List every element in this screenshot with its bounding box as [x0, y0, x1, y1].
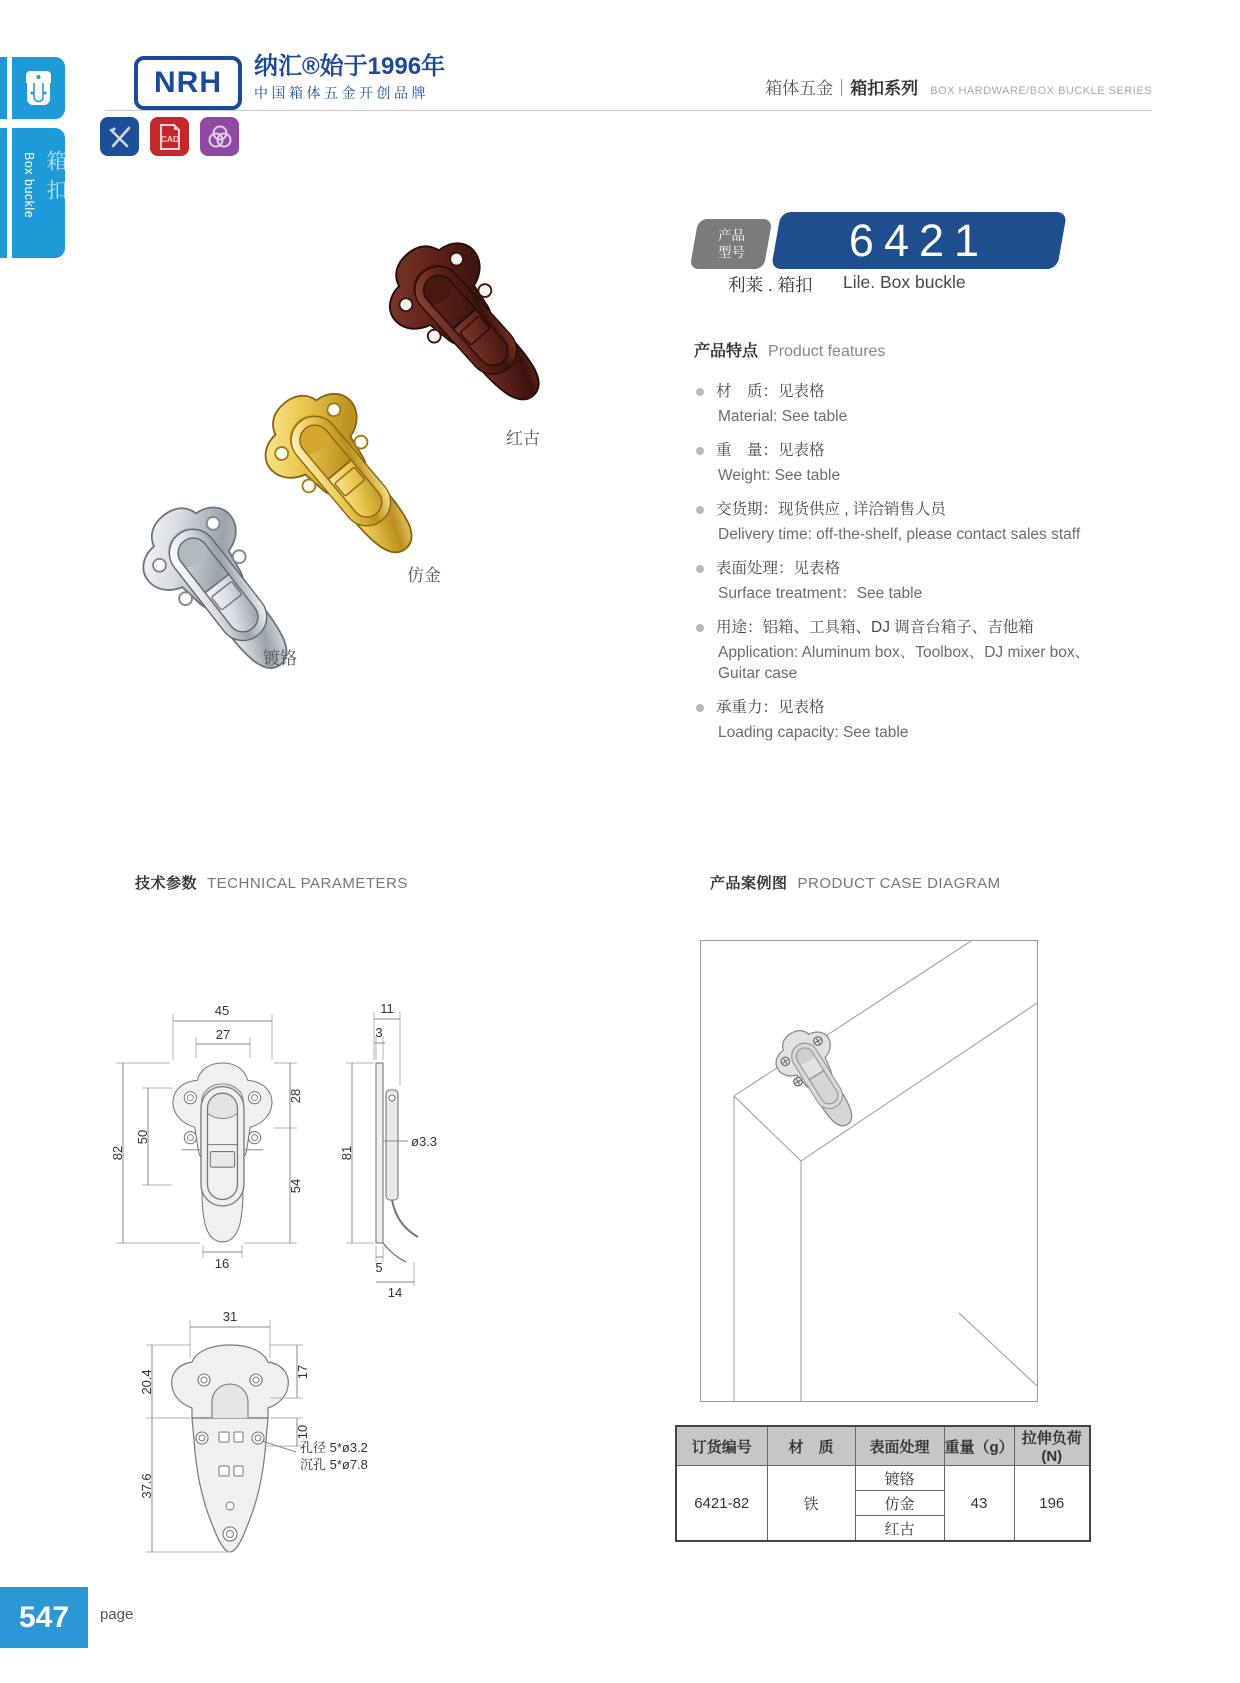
dim-front-27: 27 [215, 1027, 231, 1042]
series-title-cn: 箱体五金｜箱扣系列 [765, 79, 919, 98]
model-number-banner [771, 212, 1067, 269]
dim-front-50: 50 [135, 1129, 150, 1145]
features-list [694, 381, 1096, 743]
color-options-icon [200, 117, 239, 156]
brand-subtitle: 中国箱体五金开创品牌 [254, 85, 429, 101]
feature-icons [100, 117, 239, 156]
product-name-cn: 利莱 . 箱扣 [728, 275, 813, 295]
spec-table [675, 1425, 1091, 1542]
case-diagram-frame [700, 940, 1038, 1402]
case-diagram-latch [765, 1018, 872, 1140]
header-order-no: 订货编号 [676, 1426, 767, 1466]
front-view [173, 1063, 272, 1242]
dim-side-hole: ø3.3 [411, 1134, 438, 1149]
dim-front-82: 82 [110, 1145, 125, 1161]
nrh-logo [134, 56, 242, 110]
dim-front-45: 45 [214, 1003, 230, 1018]
dim-side-3: 3 [375, 1025, 383, 1040]
note-counterbore: 沉孔 5*ø7.8 [300, 1457, 368, 1472]
cad-file-icon [150, 117, 189, 156]
dim-base-31: 31 [222, 1309, 238, 1324]
dim-front-16: 16 [214, 1256, 230, 1271]
cell-surface-chrome: 镀铬 [855, 1466, 944, 1491]
header-surface: 表面处理 [855, 1426, 944, 1466]
dim-side-81: 81 [339, 1145, 354, 1161]
feature-surface: 表面处理：见表格 Surface treatment：See table [694, 558, 1096, 604]
sidebar-label-en: Box buckle [22, 152, 36, 219]
sidebar-label-cn: 箱扣 [44, 150, 67, 208]
bullet-dot [696, 704, 704, 712]
header-material: 材 质 [767, 1426, 855, 1466]
brand-slogan: 纳汇®始于1996年 [254, 53, 446, 80]
case-diagram-title: 产品案例图 PRODUCT CASE DIAGRAM [710, 875, 1001, 892]
bullet-dot [696, 624, 704, 632]
bullet-dot [696, 388, 704, 396]
brand-block [254, 53, 445, 103]
page-number: 547 [18, 1600, 70, 1634]
features-title: 产品特点 Product features [694, 343, 886, 360]
base-view [172, 1345, 289, 1552]
cell-surface-gold: 仿金 [855, 1491, 944, 1516]
tech-parameters-title: 技术参数 TECHNICAL PARAMETERS [135, 875, 408, 892]
cell-surface-red: 红古 [855, 1516, 944, 1542]
sidebar-icon-box [12, 57, 65, 119]
series-header [765, 74, 1152, 99]
finish-label-imitation-gold: 仿金 [407, 566, 441, 585]
nrh-logo-text: NRH [154, 66, 222, 99]
page-number-badge [0, 1587, 88, 1648]
feature-application: 用途：铝箱、工具箱、DJ 调音台箱子、吉他箱 Application: Aluminum box、Toolbox、DJ mixer box、Guitar case [694, 617, 1096, 684]
sidebar-strip-label [0, 128, 7, 258]
table-row [676, 1466, 1090, 1491]
case-diagram [701, 941, 1037, 1401]
dim-base-20-4: 20.4 [139, 1369, 154, 1395]
page-label: page [100, 1606, 134, 1623]
cell-load: 196 [1014, 1466, 1090, 1542]
dim-side-5: 5 [375, 1260, 383, 1275]
design-tools-icon [100, 117, 139, 156]
series-title-en: BOX HARDWARE/BOX BUCKLE SERIES [930, 85, 1152, 97]
product-name-en: Lile. Box buckle [843, 272, 966, 292]
cell-order-no: 6421-82 [676, 1466, 767, 1542]
dim-side-11: 11 [380, 1001, 394, 1016]
model-tag-text: 产品 型号 [717, 228, 745, 260]
bullet-dot [696, 506, 704, 514]
finish-label-antique-red: 红古 [506, 429, 540, 448]
dim-front-54: 54 [288, 1178, 303, 1194]
model-number: 6421 [848, 214, 990, 266]
feature-material: 材 质：见表格 Material: See table [694, 381, 1096, 427]
dim-side-14: 14 [387, 1285, 403, 1300]
model-tag [690, 219, 773, 269]
finish-label-chrome: 镀铬 [263, 649, 297, 668]
side-view [376, 1063, 418, 1262]
bullet-dot [696, 447, 704, 455]
product-photo-chrome [92, 462, 352, 722]
dim-base-37-6: 37.6 [139, 1473, 154, 1499]
feature-loading: 承重力：见表格 Loading capacity: See table [694, 697, 1096, 743]
cad-icon-label: CAD [160, 133, 179, 144]
product-features [694, 338, 1096, 756]
technical-drawing [110, 910, 550, 1580]
header-load: 拉伸负荷 (N) [1014, 1426, 1090, 1466]
header-divider-line [105, 110, 1152, 111]
note-hole-dia: 孔径 5*ø3.2 [300, 1440, 368, 1455]
feature-delivery: 交货期：现货供应 , 详洽销售人员 Delivery time: off-the-shelf, please contact sales staff [694, 499, 1096, 545]
dim-base-10: 10 [295, 1424, 310, 1440]
sidebar-strip-top [0, 57, 7, 119]
spec-table-header-row [676, 1426, 1090, 1466]
cell-weight: 43 [944, 1466, 1014, 1542]
dim-base-17: 17 [295, 1364, 310, 1380]
cell-material: 铁 [767, 1466, 855, 1542]
dim-front-28: 28 [288, 1088, 303, 1104]
header-weight: 重量（g） [944, 1426, 1014, 1466]
bullet-dot [696, 565, 704, 573]
box-buckle-icon [12, 57, 65, 119]
feature-weight: 重 量：见表格 Weight: See table [694, 440, 1096, 486]
